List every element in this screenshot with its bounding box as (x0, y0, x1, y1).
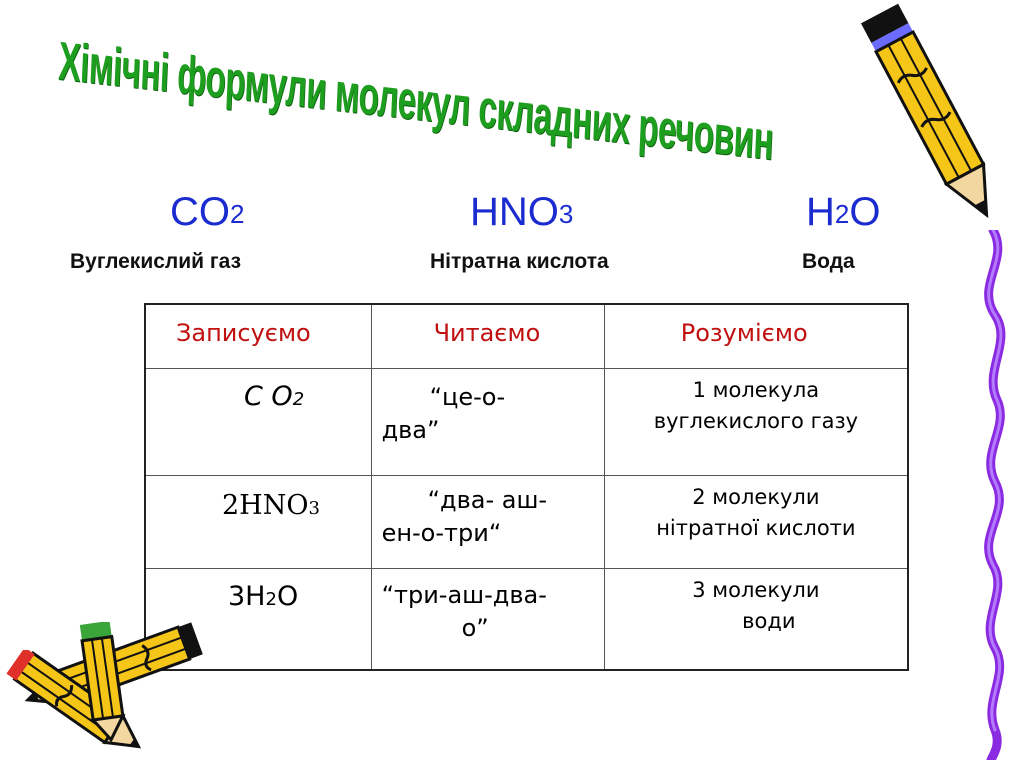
table-row (145, 568, 908, 670)
formula-hno3: $HNO_3$ (470, 190, 574, 234)
table-header-row (145, 304, 908, 368)
write-cell: С О2 (145, 368, 371, 476)
header-cell: Читаємо (371, 304, 604, 368)
meaning-cell: 3 молекули води (604, 568, 908, 670)
header-cell: Записуємо (145, 304, 371, 368)
formula-h2o: $H_2O$ (806, 190, 881, 234)
squiggle-line (955, 230, 1015, 760)
write-cell: 2HNO3 (145, 476, 371, 569)
table-row (145, 368, 908, 476)
table-row (145, 476, 908, 569)
header-cell: Розуміємо (604, 304, 908, 368)
formula-co2: $CO_2$ (170, 190, 245, 234)
read-cell: “це-о- два” (371, 368, 604, 476)
meaning-cell: 2 молекули нітратної кислоти (604, 476, 908, 569)
read-cell: “два- аш- ен-о-три“ (371, 476, 604, 569)
formula-table (144, 303, 909, 671)
pencil-icon (860, 0, 1010, 240)
pencil-icon (70, 622, 140, 742)
read-cell: “три-аш-два- о” (371, 568, 604, 670)
formula-name-co2: Вуглекислий газ (70, 250, 242, 273)
write-cell: 3Н2О (145, 568, 371, 670)
formula-name-hno3: Нітратна кислота (430, 250, 609, 273)
meaning-cell: 1 молекула вуглекислого газу (604, 368, 908, 476)
formula-name-h2o: Вода (802, 250, 855, 273)
slide-title: Хімічні формули молекул складних речовин (57, 30, 775, 172)
